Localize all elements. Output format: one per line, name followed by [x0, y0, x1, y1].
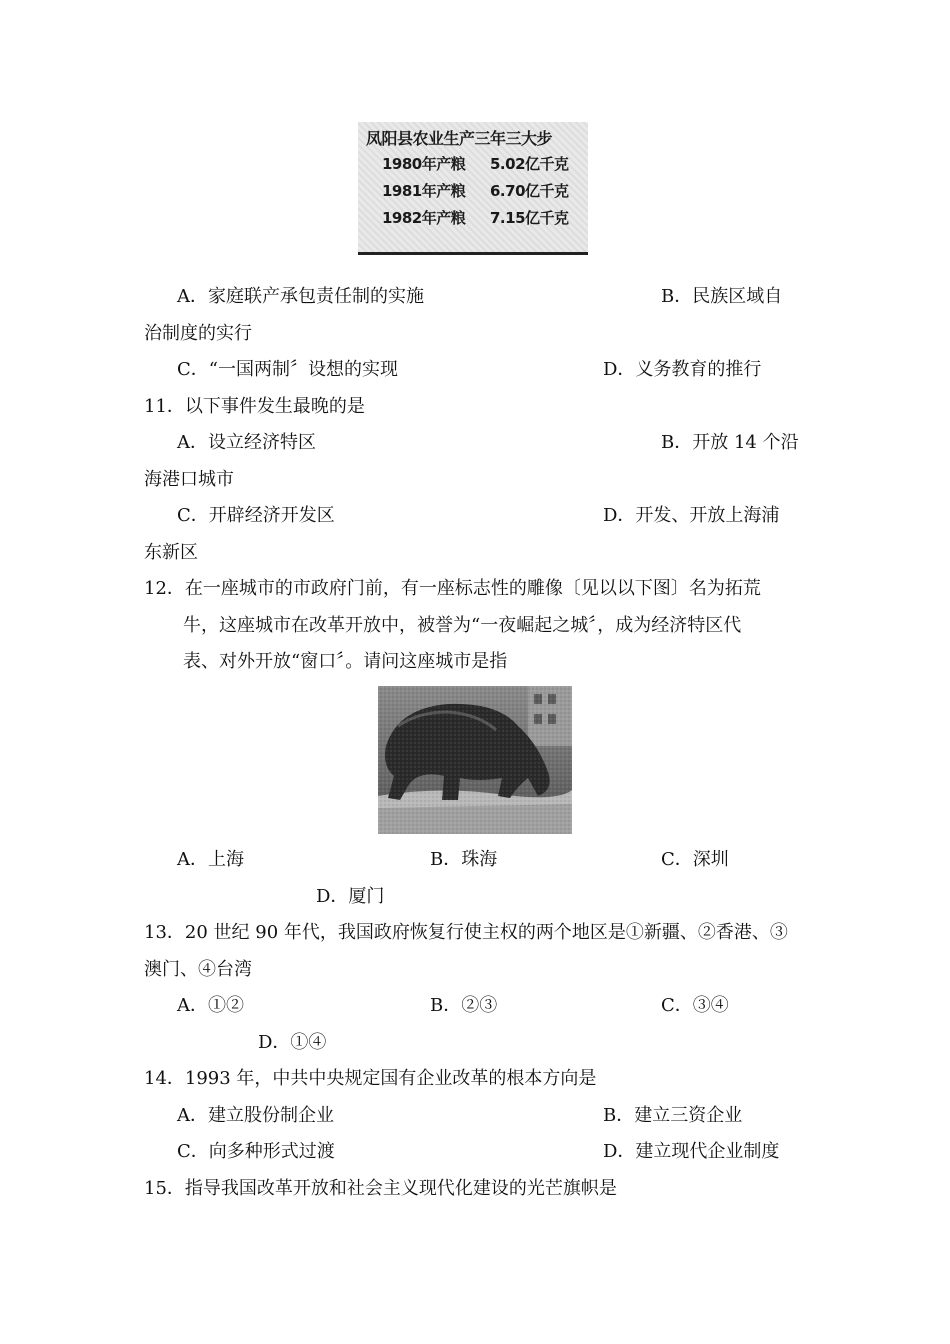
- fengyang-row-1982-year: 1982年产粮: [382, 209, 466, 227]
- q11-option-d: D．开发、开放上海浦: [603, 505, 780, 526]
- q10-option-a: A．家庭联产承包责任制的实施: [177, 286, 424, 307]
- fengyang-row-1980-year: 1980年产粮: [382, 155, 466, 173]
- fengyang-row-1980-amount: 5.02亿千克: [490, 155, 569, 173]
- fengyang-row-1981-amount: 6.70亿千克: [490, 182, 569, 200]
- fengyang-table-title: 凤阳县农业生产三年三大步: [366, 129, 553, 148]
- q15-stem: 15．指导我国改革开放和社会主义现代化建设的光芒旗帜是: [144, 1178, 617, 1199]
- q14-option-c: C．向多种形式过渡: [177, 1141, 335, 1162]
- q12-stem-line3: 表、对外开放“窗口〞。请问这座城市是指: [183, 651, 508, 672]
- q12-option-d: D．厦门: [316, 886, 385, 907]
- q12-stem-line2: 牛，这座城市在改革开放中，被誉为“一夜崛起之城〞，成为经济特区代: [183, 615, 742, 636]
- q13-option-a: A．①②: [177, 995, 244, 1016]
- q11-option-b: B．开放 14 个沿: [661, 432, 799, 453]
- fengyang-grain-table-image: [358, 122, 588, 255]
- q11-option-d-continued: 东新区: [144, 542, 198, 563]
- q13-option-d: D．①④: [258, 1032, 327, 1053]
- q14-option-b: B．建立三资企业: [603, 1105, 743, 1126]
- fengyang-row-1981-year: 1981年产粮: [382, 182, 466, 200]
- q12-option-a: A．上海: [177, 849, 244, 870]
- q11-option-a: A．设立经济特区: [177, 432, 316, 453]
- q10-option-d: D．义务教育的推行: [603, 359, 762, 380]
- q13-option-c: C．③④: [661, 995, 729, 1016]
- fengyang-row-1982-amount: 7.15亿千克: [490, 209, 569, 227]
- q13-stem-line2: 澳门、④台湾: [144, 959, 252, 980]
- q14-option-a: A．建立股份制企业: [177, 1105, 334, 1126]
- q12-stem-line1: 12．在一座城市的市政府门前，有一座标志性的雕像〔见以以下图〕名为拓荒: [144, 578, 761, 599]
- q13-stem-line1: 13．20 世纪 90 年代，我国政府恢复行使主权的两个地区是①新疆、②香港、③: [144, 922, 788, 943]
- q13-option-b: B．②③: [430, 995, 498, 1016]
- pioneer-ox-statue-photo: [378, 686, 572, 834]
- q10-option-b-continued: 治制度的实行: [144, 323, 252, 344]
- q14-stem: 14．1993 年，中共中央规定国有企业改革的根本方向是: [144, 1068, 597, 1089]
- q12-option-b: B．珠海: [430, 849, 498, 870]
- q11-option-c: C．开辟经济开发区: [177, 505, 335, 526]
- q11-option-b-continued: 海港口城市: [144, 469, 234, 490]
- q12-option-c: C．深圳: [661, 849, 729, 870]
- q11-stem: 11．以下事件发生最晚的是: [144, 396, 365, 417]
- q10-option-c: C．“一国两制〞设想的实现: [177, 359, 398, 380]
- q14-option-d: D．建立现代企业制度: [603, 1141, 780, 1162]
- q10-option-b: B．民族区域自: [661, 286, 783, 307]
